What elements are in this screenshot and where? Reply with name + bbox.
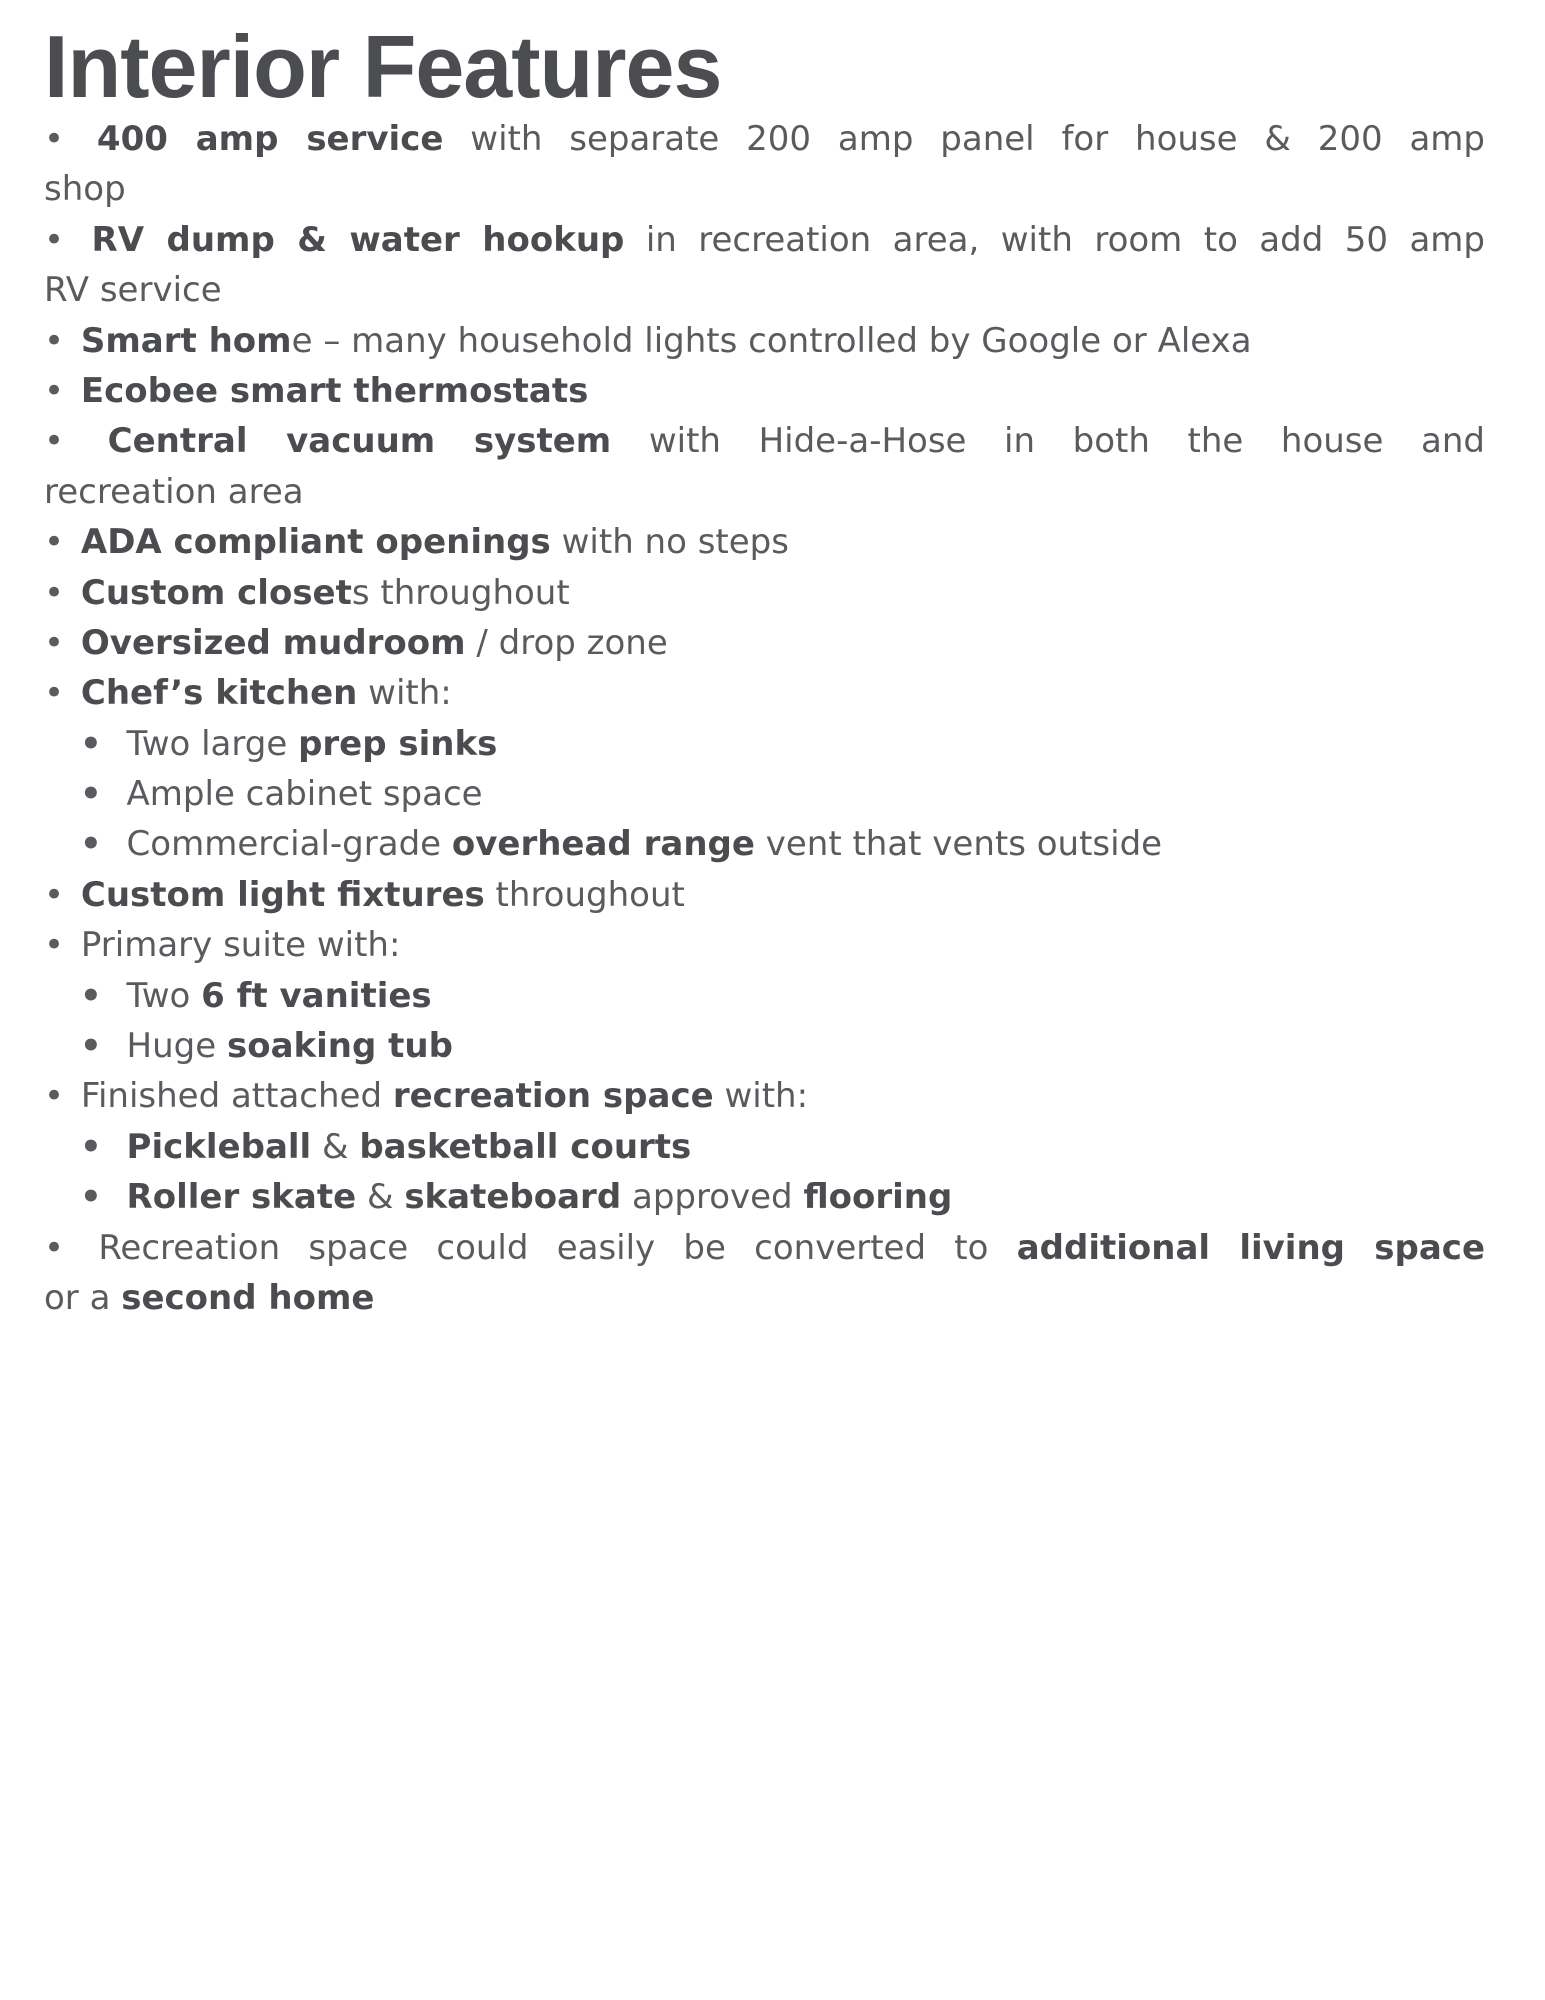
text-segment: RV dump & water hookup [91, 219, 625, 260]
bullet-item [44, 1223, 1485, 1273]
bullet-icon: • [44, 622, 65, 663]
bullet-item [44, 416, 1485, 466]
bullet-item [44, 114, 1485, 164]
text-segment: throughout [484, 874, 685, 915]
text-segment: & [311, 1126, 360, 1167]
bullet-icon: • [80, 1026, 102, 1067]
bullet-item [44, 920, 1485, 970]
bullet-item-wrap-line [44, 164, 1485, 214]
bullet-item [44, 870, 1485, 920]
bullet-icon: • [44, 219, 65, 260]
text-segment: additional living space [1016, 1227, 1486, 1268]
bullet-item [44, 366, 1485, 416]
bullet-item [44, 316, 1485, 366]
text-segment: Huge [126, 1026, 227, 1067]
bullet-icon: • [44, 119, 65, 159]
text-segment: s throughout [351, 572, 570, 613]
text-segment: with: [357, 673, 452, 714]
text-segment: Recreation space could easily be converted to [98, 1227, 1017, 1268]
sub-bullet-item [44, 819, 1485, 869]
text-segment: 400 amp service [96, 119, 444, 159]
text-segment: e – many household lights controlled by Google or Alexa [291, 320, 1252, 361]
sub-bullet-item [44, 1122, 1485, 1172]
bullet-icon: • [80, 1126, 102, 1167]
text-segment: prep sinks [298, 723, 498, 764]
sub-bullet-item [44, 971, 1485, 1021]
text-segment: recreation area [44, 471, 304, 512]
text-segment: Two large [126, 723, 299, 764]
text-segment: with: [713, 1076, 809, 1117]
text-segment: ADA compliant openings [80, 522, 551, 563]
bullet-item-wrap-line [44, 265, 1485, 315]
text-segment: approved [621, 1177, 804, 1218]
text-segment: second home [121, 1277, 375, 1318]
text-segment: in recreation area, with room to add 50 amp [624, 219, 1486, 260]
text-segment: vent that vents outside [754, 824, 1163, 865]
bullet-icon: • [44, 370, 65, 411]
bullet-item [44, 668, 1485, 718]
bullet-icon: • [44, 320, 65, 361]
text-segment: Central vacuum system [107, 421, 612, 462]
bullet-icon: • [80, 824, 102, 865]
bullet-item [44, 1071, 1485, 1121]
text-segment: Oversized mudroom [80, 622, 466, 663]
text-segment: recreation space [392, 1076, 714, 1117]
bullet-item-wrap-line [44, 467, 1485, 517]
bullet-icon: • [44, 522, 65, 563]
text-segment: Custom closet [80, 572, 352, 613]
text-segment: & [356, 1177, 405, 1218]
bullet-icon: • [80, 975, 102, 1016]
text-segment: Ample cabinet space [126, 774, 483, 815]
text-segment: or a [44, 1277, 122, 1318]
text-segment: with Hide-a-Hose in both the house and [611, 421, 1485, 462]
text-segment: shop [44, 169, 126, 210]
text-segment: Finished attached [80, 1076, 393, 1117]
text-segment: with no steps [550, 522, 789, 563]
bullet-item [44, 215, 1485, 265]
sub-bullet-item [44, 719, 1485, 769]
text-segment: flooring [803, 1177, 953, 1218]
text-segment: Ecobee smart thermostats [80, 370, 589, 411]
bullet-item [44, 618, 1485, 668]
bullet-icon: • [44, 421, 65, 462]
text-segment: Custom light fixtures [80, 874, 485, 915]
text-segment: Commercial-grade [126, 824, 452, 865]
text-segment: Two [126, 975, 202, 1016]
text-segment: overhead range [451, 824, 755, 865]
bullet-icon: • [80, 723, 102, 764]
text-segment: 6 ft vanities [201, 975, 432, 1016]
text-segment: Pickleball [126, 1126, 312, 1167]
bullet-item [44, 568, 1485, 618]
text-segment: skateboard [404, 1177, 622, 1218]
text-segment: Smart hom [80, 320, 292, 361]
bullet-icon: • [44, 874, 65, 915]
page-title: Interior Features [44, 17, 722, 116]
bullet-icon: • [80, 1177, 102, 1218]
text-segment: / drop zone [465, 622, 668, 663]
text-segment: RV service [44, 270, 222, 311]
bullet-item [44, 517, 1485, 567]
bullet-icon: • [44, 1227, 65, 1268]
bullet-icon: • [44, 1076, 65, 1117]
bullet-icon: • [80, 774, 102, 815]
bullet-icon: • [44, 572, 65, 613]
text-segment: Roller skate [126, 1177, 357, 1218]
text-segment: with separate 200 amp panel for house & 200 amp [443, 119, 1486, 159]
text-segment: Chef’s kitchen [80, 673, 358, 714]
bullet-icon: • [44, 925, 65, 966]
sub-bullet-item [44, 769, 1485, 819]
bullet-item-wrap-line [44, 1273, 1485, 1323]
text-segment: soaking tub [226, 1026, 453, 1067]
bullet-icon: • [44, 673, 65, 714]
text-segment: Primary suite with: [80, 925, 401, 966]
sub-bullet-item [44, 1172, 1485, 1222]
text-segment: basketball courts [359, 1126, 692, 1167]
sub-bullet-item [44, 1021, 1485, 1071]
feature-list [44, 114, 1485, 1323]
